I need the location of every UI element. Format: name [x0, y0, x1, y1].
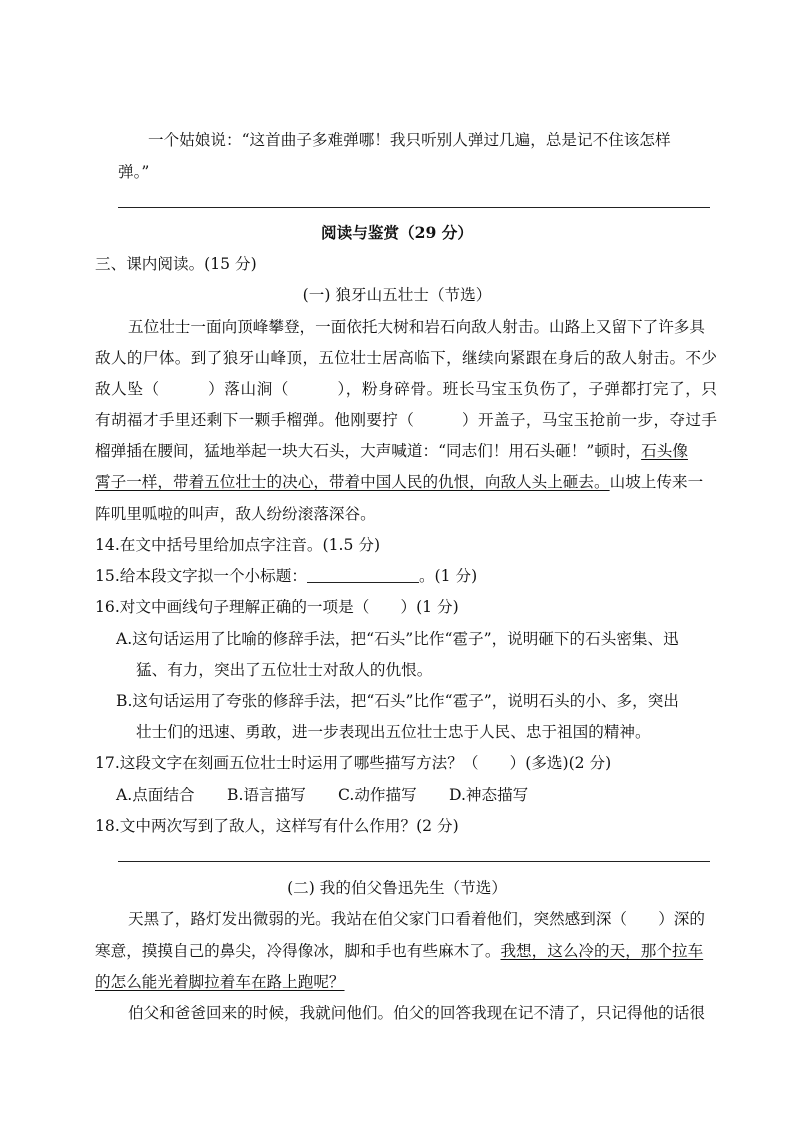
underlined-sentence: 的怎么能光着脚拉着车在路上跑呢？: [95, 973, 345, 991]
question-text: 15.给本段文字拟一个小标题：: [95, 567, 307, 585]
passage-title: (一) 狼牙山五壮士（节选）: [302, 286, 492, 304]
question-text: 。(1 分): [418, 567, 478, 585]
section-title: 阅读与鉴赏（29 分）: [321, 223, 473, 242]
passage-line: 阵叽里呱啦的叫声，敌人纷纷滚落深谷。: [95, 505, 376, 523]
part-heading: 三、课内阅读。(15 分): [95, 255, 257, 273]
underlined-sentence: 我想，这么冷的天，那个拉车: [500, 942, 704, 960]
passage-line: [95, 941, 703, 961]
option-b-cont: 壮士们的迅速、勇敢，进一步表现出五位壮士忠于人民、忠于祖国的精神。: [136, 723, 651, 741]
options-row: [116, 785, 528, 805]
question-15: [95, 566, 477, 586]
answer-blank[interactable]: [307, 568, 419, 583]
option: D.神态描写: [449, 786, 529, 804]
underlined-sentence: 霄子一样，带着五位壮士的决心，带着中国人民的仇恨，向敌人头上砸去。: [95, 473, 610, 491]
option: C.动作描写: [338, 786, 417, 804]
passage-title: (二) 我的伯父鲁迅先生（节选）: [287, 879, 507, 897]
passage-line: [95, 972, 345, 992]
question-18: 18.文中两次写到了敌人，这样写有什么作用？(2 分): [95, 817, 459, 835]
passage-line: 五位壮士一面向顶峰攀登，一面依托大树和岩石向敌人射击。山路上又留下了许多具: [128, 318, 705, 336]
passage-line: [95, 472, 703, 492]
option: B.语言描写: [227, 786, 306, 804]
passage-line: 天黑了，路灯发出微弱的光。我站在伯父家门口看着他们，突然感到深（ ）深的: [128, 910, 705, 928]
passage-text: 寒意，摸摸自己的鼻尖，冷得像冰，脚和手也有些麻木了。: [95, 942, 501, 960]
passage-line: 一个姑娘说：“这首曲子多难弹哪！我只听别人弹过几遍，总是记不住该怎样: [148, 131, 671, 149]
option-b: B.这句话运用了夸张的修辞手法，把“石头”比作“雹子”，说明石头的小、多，突出: [116, 692, 679, 710]
passage-line: 敌人坠（ ）落山涧（ ），粉身碎骨。班长马宝玉负伤了，子弹都打完了，只: [95, 380, 717, 398]
passage-line: 敌人的尸体。到了狼牙山峰顶，五位壮士居高临下，继续向紧跟在身后的敌人射击。不少: [95, 349, 717, 367]
question-16: 16.对文中画线句子理解正确的一项是（ ）(1 分): [95, 598, 459, 616]
option-a-cont: 猛、有力，突出了五位壮士对敌人的仇恨。: [136, 661, 433, 679]
passage-line: [95, 441, 688, 461]
underlined-sentence: 石头像: [641, 442, 688, 460]
passage-line: 伯父和爸爸回来的时候，我就问他们。伯父的回答我现在记不清了，只记得他的话很: [128, 1004, 705, 1022]
option: A.点面结合: [116, 786, 195, 804]
question-17: 17.这段文字在刻画五位壮士时运用了哪些描写方法？（ ）(多选)(2 分): [95, 754, 612, 772]
passage-line: 弹。”: [118, 163, 150, 181]
option-a: A.这句话运用了比喻的修辞手法，把“石头”比作“雹子”，说明砸下的石头密集、迅: [116, 630, 679, 648]
passage-line: 有胡福才手里还剩下一颗手榴弹。他刚要拧（ ）开盖子，马宝玉抢前一步，夺过手: [95, 411, 717, 429]
question-14: 14.在文中括号里给加点字注音。(1.5 分): [95, 536, 381, 554]
answer-line: [118, 207, 710, 208]
passage-text: 山坡上传来一: [609, 473, 704, 491]
passage-text: 榴弹插在腰间，猛地举起一块大石头，大声喊道：“同志们！用石头砸！”顿时，: [95, 442, 642, 460]
answer-line[interactable]: [118, 861, 710, 862]
